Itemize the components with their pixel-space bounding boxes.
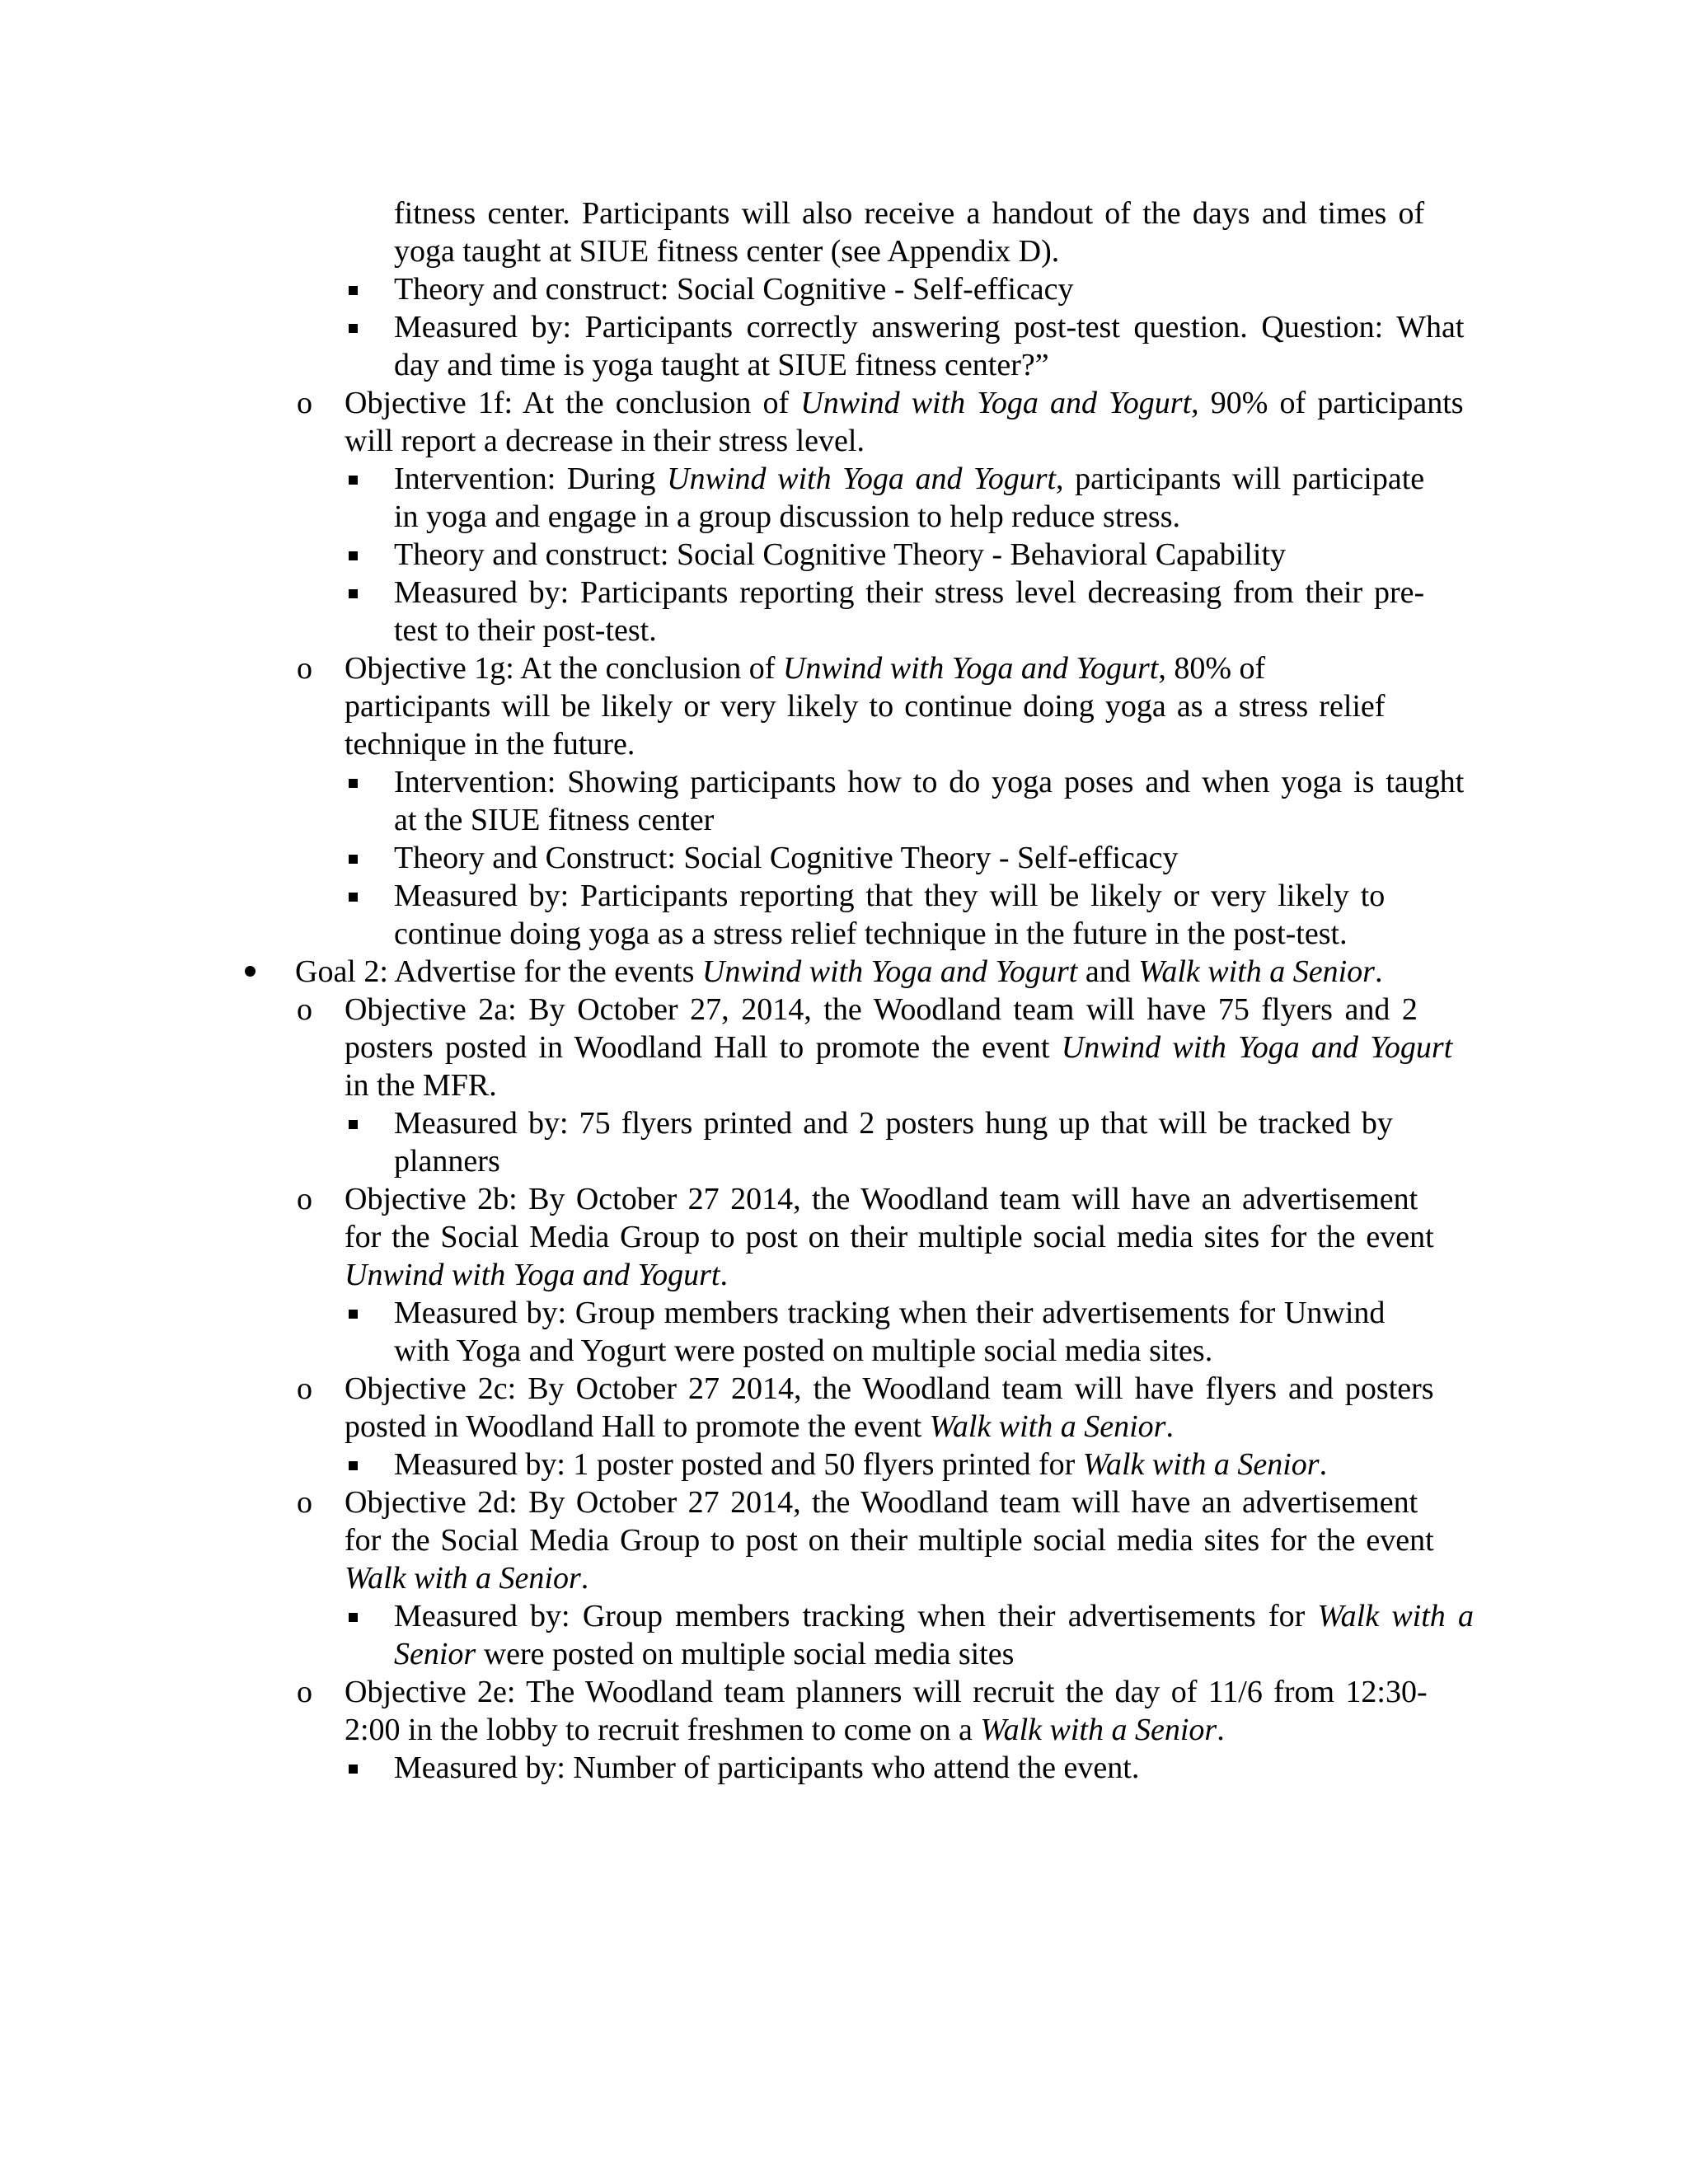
text-span: Measured by: Group members tracking when their advertisements for Unwind (394, 1296, 1386, 1330)
text-span: participants will be likely or very likely to continue doing yoga as a stress relief (345, 689, 1386, 724)
text-span: Intervention: During (394, 462, 668, 496)
text-span: Measured by: Number of participants who attend the event. (394, 1750, 1140, 1785)
text-span: yoga taught at SIUE fitness center (see Appendix D). (394, 234, 1060, 269)
text-line (345, 1180, 1418, 1218)
text-span: , 80% of (1158, 651, 1266, 686)
text-line (394, 801, 714, 839)
square-bullet-icon (349, 893, 358, 902)
text-line (394, 270, 1073, 308)
text-line (394, 1294, 1385, 1332)
square-bullet-icon (349, 1310, 358, 1319)
text-line (394, 1104, 1393, 1142)
text-span: 2:00 in the lobby to recruit freshmen to come on a (345, 1713, 981, 1747)
text-line (345, 1673, 1428, 1711)
text-line (394, 1597, 1474, 1635)
text-span: test to their post-test. (394, 613, 657, 648)
italic-text: Unwind with Yoga and Yogurt (667, 462, 1057, 496)
text-line (394, 1142, 500, 1180)
text-line (394, 915, 1348, 953)
text-span: Objective 2d: By October 27 2014, the Woodland team will have an advertisement (345, 1485, 1418, 1520)
italic-text: Senior (394, 1637, 476, 1671)
text-span: day and time is yoga taught at SIUE fitness center?” (394, 348, 1049, 382)
italic-text: Unwind with Yoga and Yogurt (345, 1258, 720, 1292)
text-span: , 90% of participants (1191, 386, 1464, 420)
circle-bullet-icon: o (297, 992, 312, 1027)
text-span: fitness center. Participants will also receive a handout of the days and times of (394, 196, 1425, 231)
text-line (394, 839, 1179, 877)
text-span: . (1374, 954, 1383, 989)
text-line (394, 1446, 1327, 1483)
text-line (394, 763, 1464, 801)
text-span: Measured by: Participants reporting their stress level decreasing from their pre- (394, 575, 1425, 610)
text-line (394, 1749, 1139, 1787)
text-span: Theory and construct: Social Cognitive Theory - Behavioral Capability (394, 537, 1287, 572)
text-span: in yoga and engage in a group discussion to help reduce stress. (394, 499, 1180, 534)
text-line (394, 308, 1464, 346)
text-span: posters posted in Woodland Hall to promote the event (345, 1030, 1062, 1065)
circle-bullet-icon: o (297, 1485, 312, 1520)
text-line (345, 725, 635, 763)
text-span: . (1319, 1447, 1328, 1482)
circle-bullet-icon: o (297, 386, 312, 420)
text-span: Intervention: Showing participants how to do yoga poses and when yoga is taught (394, 765, 1465, 799)
italic-text: Unwind with Yoga and Yogurt (701, 954, 1078, 989)
text-span: Objective 2a: By October 27, 2014, the Woodland team will have 75 flyers and 2 (345, 992, 1418, 1027)
square-bullet-icon (349, 855, 358, 864)
square-bullet-icon (349, 1613, 358, 1622)
text-span: for the Social Media Group to post on their multiple social media sites for the event (345, 1523, 1434, 1558)
text-span: Objective 1f: At the conclusion of (345, 386, 801, 420)
text-span: Measured by: Participants correctly answering post-test question. Question: What (394, 310, 1465, 344)
circle-bullet-icon: o (297, 1182, 312, 1216)
round-bullet-icon (245, 966, 256, 977)
text-span: Measured by: 75 flyers printed and 2 posters hung up that will be tracked by (394, 1106, 1393, 1141)
text-span: Measured by: 1 poster posted and 50 flyers printed for (394, 1447, 1083, 1482)
text-span: at the SIUE fitness center (394, 803, 715, 837)
text-line (345, 384, 1464, 422)
text-span: . (580, 1561, 589, 1596)
text-span: Objective 1g: At the conclusion of (345, 651, 783, 686)
text-span: Theory and construct: Social Cognitive - Self-efficacy (394, 272, 1074, 307)
text-line (295, 953, 1382, 991)
text-line (345, 1711, 1225, 1749)
square-bullet-icon (349, 1120, 358, 1129)
square-bullet-icon (349, 1765, 358, 1774)
text-line (394, 612, 657, 649)
text-line (394, 194, 1424, 232)
text-line (345, 1066, 497, 1104)
text-line (345, 991, 1418, 1029)
italic-text: Unwind with Yoga and Yogurt (800, 386, 1192, 420)
text-line (345, 687, 1385, 725)
text-span: were posted on multiple social media sites (476, 1637, 1015, 1671)
text-line (394, 232, 1059, 270)
text-line (394, 498, 1180, 536)
text-span: technique in the future. (345, 727, 635, 762)
text-span: Theory and Construct: Social Cognitive Theory - Self-efficacy (394, 841, 1179, 875)
text-span: Objective 2b: By October 27 2014, the Woodland team will have an advertisement (345, 1182, 1418, 1216)
text-span: continue doing yoga as a stress relief technique in the future in the post-test. (394, 916, 1348, 951)
text-span: planners (394, 1144, 500, 1179)
italic-text: Walk with a Senior (1082, 1447, 1320, 1482)
text-span: with Yoga and Yogurt were posted on multiple social media sites. (394, 1333, 1213, 1368)
text-line (394, 877, 1385, 915)
text-line (345, 1521, 1434, 1559)
text-span: in the MFR. (345, 1068, 497, 1103)
text-span: Goal 2: Advertise for the events (295, 954, 702, 989)
square-bullet-icon (349, 589, 358, 598)
text-line (345, 1408, 1174, 1446)
text-line (345, 1256, 728, 1294)
text-line (345, 1559, 588, 1597)
text-line (394, 346, 1049, 384)
text-span: and (1077, 954, 1139, 989)
text-span: . (1217, 1713, 1225, 1747)
square-bullet-icon (349, 324, 358, 333)
text-line (394, 1332, 1212, 1370)
text-span: for the Social Media Group to post on their multiple social media sites for the event (345, 1220, 1434, 1254)
text-line (345, 1218, 1434, 1256)
text-span: . (720, 1258, 728, 1292)
text-line (394, 460, 1424, 498)
text-span: will report a decrease in their stress level. (345, 424, 865, 458)
text-span: . (1165, 1409, 1174, 1444)
square-bullet-icon (349, 286, 358, 295)
square-bullet-icon (349, 551, 358, 560)
text-line (394, 574, 1424, 612)
circle-bullet-icon: o (297, 651, 312, 686)
text-line (345, 422, 865, 460)
text-span: Objective 2c: By October 27 2014, the Woodland team will have flyers and posters (345, 1371, 1434, 1406)
text-line (345, 1483, 1418, 1521)
square-bullet-icon (349, 779, 358, 788)
square-bullet-icon (349, 476, 358, 485)
text-span: Measured by: Participants reporting that they will be likely or very likely to (394, 879, 1386, 913)
text-span: Measured by: Group members tracking when their advertisements for (394, 1599, 1318, 1633)
circle-bullet-icon: o (297, 1675, 312, 1709)
text-span: posted in Woodland Hall to promote the event (345, 1409, 930, 1444)
italic-text: Walk with a Senior (345, 1561, 581, 1596)
text-line (345, 1029, 1452, 1066)
italic-text: Walk with a Senior (1138, 954, 1375, 989)
text-line (394, 1635, 1014, 1673)
square-bullet-icon (349, 1461, 358, 1470)
italic-text: Walk with a Senior (929, 1409, 1166, 1444)
text-span: , participants will participate (1056, 462, 1425, 496)
text-line (394, 536, 1286, 574)
text-span: Objective 2e: The Woodland team planners will recruit the day of 11/6 from 12:30- (345, 1675, 1428, 1709)
circle-bullet-icon: o (297, 1371, 312, 1406)
text-line (345, 1370, 1434, 1408)
italic-text: Walk with a Senior (980, 1713, 1217, 1747)
text-line (345, 649, 1265, 687)
italic-text: Unwind with Yoga and Yogurt (782, 651, 1159, 686)
italic-text: Walk with a (1317, 1599, 1475, 1633)
italic-text: Unwind with Yoga and Yogurt (1061, 1030, 1453, 1065)
